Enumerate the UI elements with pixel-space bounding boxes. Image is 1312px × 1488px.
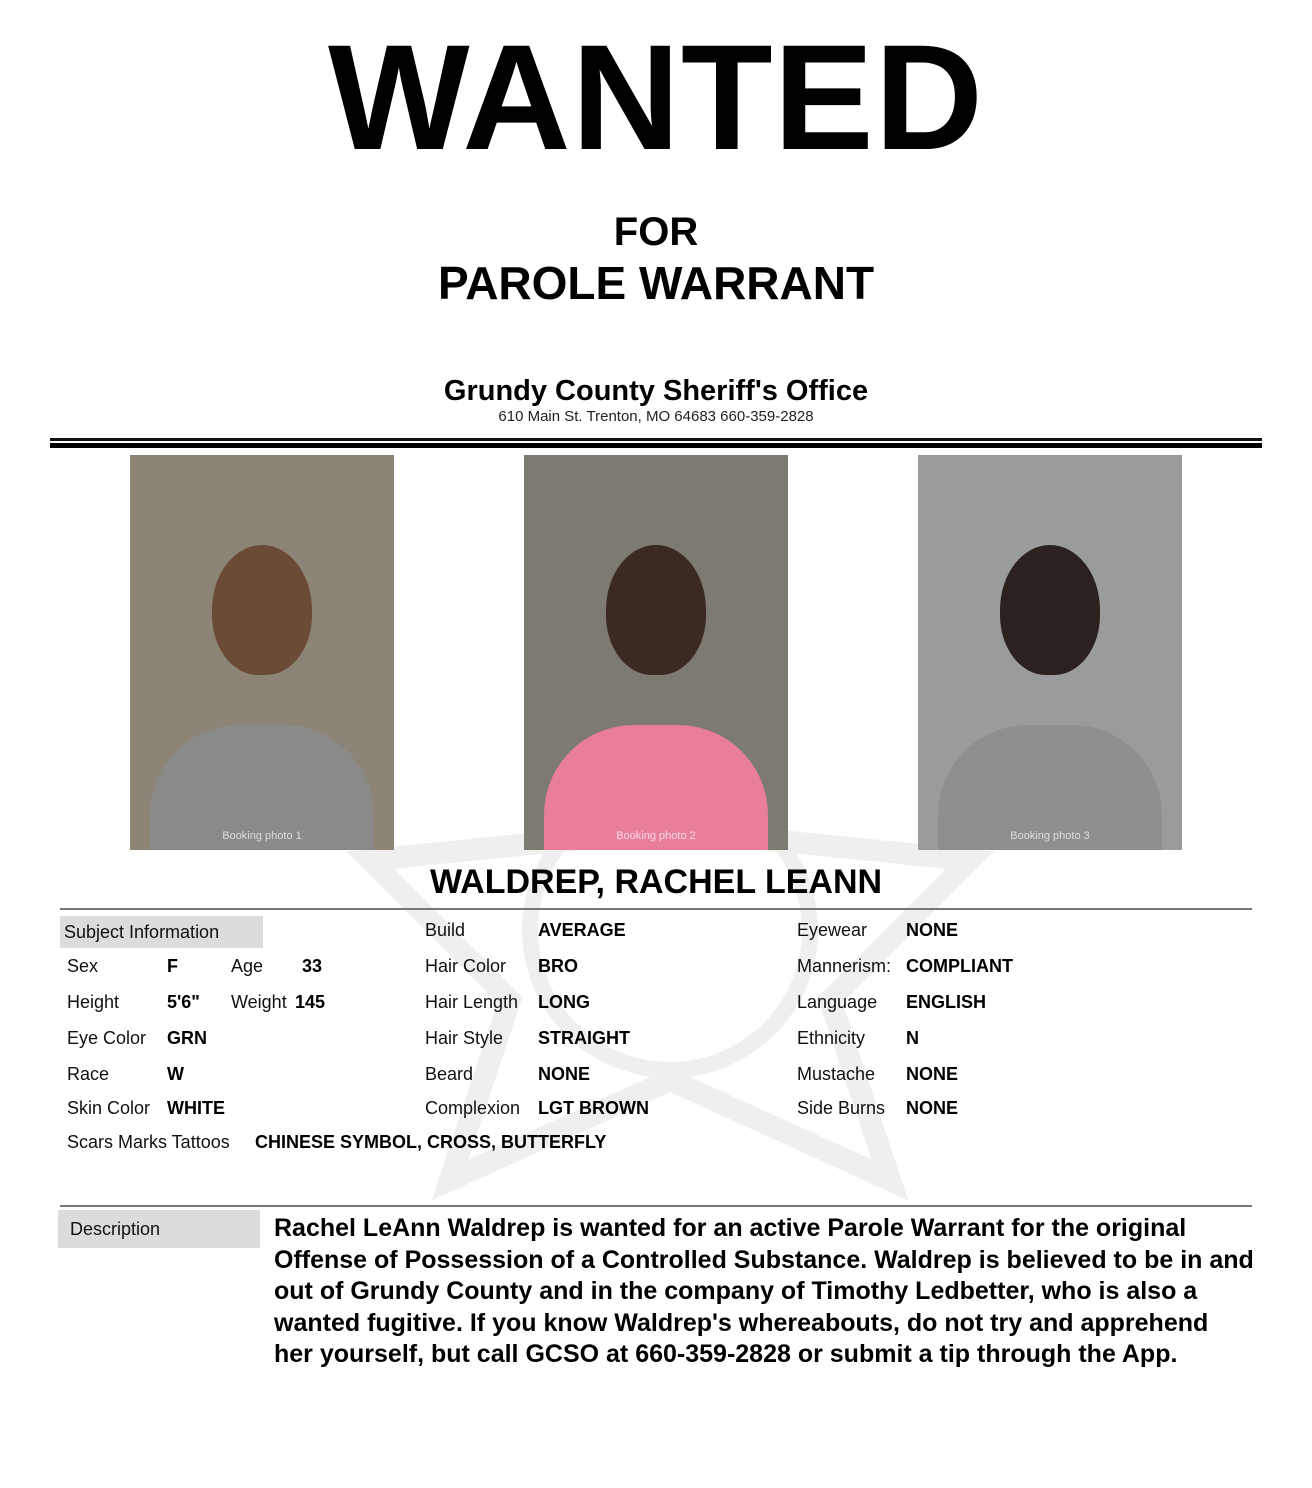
eyewear-value: NONE	[906, 920, 959, 940]
side-burns-value: NONE	[906, 1098, 959, 1118]
subject-information-label: Subject Information	[60, 916, 263, 948]
description-text: Rachel LeAnn Waldrep is wanted for an active Parole Warrant for the original Offense of Possession of a Controlled Substance. Waldrep is believed to be in and out of Grundy County and in the company of Timothy Ledbetter, who is also a wanted fugitive. If you know Waldrep's whereabouts, do not try and apprehend her yourself, but call GCSO at 660-359-2828 or submit a tip through the App.	[274, 1214, 1254, 1368]
eyewear-label: Eyewear	[797, 920, 868, 940]
smt-label: Scars Marks Tattoos	[67, 1132, 230, 1152]
weight-label: Weight	[231, 992, 287, 1012]
hair-style-label: Hair Style	[425, 1028, 504, 1048]
sex-value: F	[167, 956, 178, 976]
complexion-value: LGT BROWN	[538, 1098, 649, 1118]
race-label: Race	[67, 1064, 110, 1084]
skin-color-value: WHITE	[167, 1098, 225, 1118]
height-label: Height	[67, 992, 120, 1012]
language-value: ENGLISH	[906, 992, 987, 1012]
hair-length-label: Hair Length	[425, 992, 519, 1012]
age-label: Age	[231, 956, 264, 976]
mustache-value: NONE	[906, 1064, 959, 1084]
mannerisms-value: COMPLIANT	[906, 956, 1013, 976]
language-label: Language	[797, 992, 878, 1012]
description-label: Description	[58, 1210, 260, 1248]
ethnicity-label: Ethnicity	[797, 1028, 866, 1048]
mustache-label: Mustache	[797, 1064, 876, 1084]
beard-label: Beard	[425, 1064, 474, 1084]
subject-name: WALDREP, RACHEL LEANN	[429, 863, 883, 901]
height-value: 5'6"	[167, 992, 200, 1012]
race-value: W	[167, 1064, 184, 1084]
side-burns-label: Side Burns	[797, 1098, 886, 1118]
description-divider	[60, 1205, 1252, 1207]
photo-label: Booking photo 3	[1010, 830, 1090, 842]
build-label: Build	[425, 920, 466, 940]
wanted-title: WANTED	[328, 13, 984, 181]
mannerisms-label: Mannerism:	[797, 956, 892, 976]
smt-value: CHINESE SYMBOL, CROSS, BUTTERFLY	[255, 1132, 607, 1152]
beard-value: NONE	[538, 1064, 591, 1084]
booking-photo-3	[918, 455, 1182, 850]
header-divider-thick	[50, 443, 1262, 448]
for-label: FOR	[613, 210, 699, 254]
weight-value: 145	[295, 992, 326, 1012]
skin-color-label: Skin Color	[67, 1098, 151, 1118]
agency-address: 610 Main St. Trenton, MO 64683 660-359-2828	[498, 408, 814, 425]
hair-color-value: BRO	[538, 956, 578, 976]
header-divider	[50, 438, 1262, 441]
sex-label: Sex	[67, 956, 99, 976]
eye-color-label: Eye Color	[67, 1028, 147, 1048]
name-divider	[60, 908, 1252, 910]
eye-color-value: GRN	[167, 1028, 207, 1048]
hair-style-value: STRAIGHT	[538, 1028, 630, 1048]
photo-label: Booking photo 1	[222, 830, 302, 842]
photo-label: Booking photo 2	[616, 830, 696, 842]
booking-photo-2	[524, 455, 788, 850]
warrant-reason: PAROLE WARRANT	[437, 257, 875, 309]
hair-color-label: Hair Color	[425, 956, 507, 976]
booking-photo-1	[130, 455, 394, 850]
ethnicity-value: N	[906, 1028, 919, 1048]
complexion-label: Complexion	[425, 1098, 521, 1118]
agency-name: Grundy County Sheriff's Office	[443, 375, 869, 407]
build-value: AVERAGE	[538, 920, 626, 940]
age-value: 33	[302, 956, 323, 976]
hair-length-value: LONG	[538, 992, 590, 1012]
